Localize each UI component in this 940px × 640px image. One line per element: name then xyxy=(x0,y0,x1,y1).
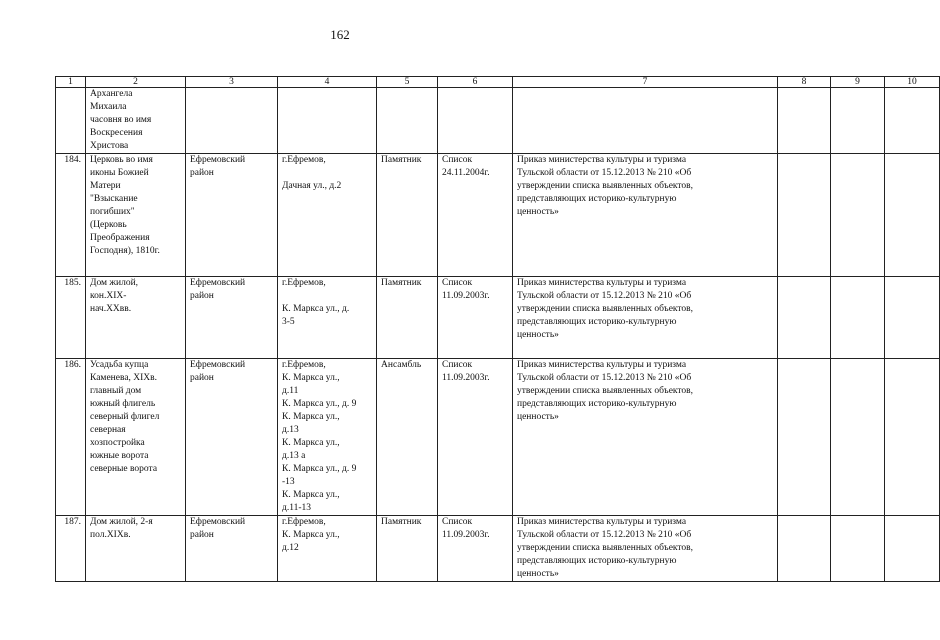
cell-line: кон.XIX- xyxy=(90,291,127,301)
object-name-cell xyxy=(86,154,186,277)
cell-line: Каменева, XIXв. xyxy=(90,373,158,383)
cell-line: представляющих историко-культурную xyxy=(517,194,677,204)
cell-line: Дачная ул., д.2 xyxy=(282,181,342,191)
cell-text: 184. xyxy=(64,155,81,165)
cell-line: утверждении списка выявленных объектов, xyxy=(517,181,694,191)
address-cell xyxy=(278,516,377,582)
cell-line: Церковь во имя xyxy=(90,155,153,165)
cell-line: Воскресения xyxy=(90,128,143,138)
object-name-cell xyxy=(86,88,186,154)
cell-line: Приказ министерства культуры и туризма xyxy=(517,517,687,527)
cell-text: 186. xyxy=(64,360,81,370)
cell-line: -13 xyxy=(282,477,295,487)
row-number-cell xyxy=(56,154,86,277)
column-9-cell xyxy=(831,88,885,154)
cell-line: Дом жилой, xyxy=(90,278,139,288)
column-header: 10 xyxy=(885,77,940,88)
cell-line: К. Маркса ул., д. 9 xyxy=(282,399,357,409)
district-cell xyxy=(186,88,278,154)
cell-line: хозпостройка xyxy=(90,438,145,448)
district-cell xyxy=(186,277,278,359)
cell-line: 11.09.2003г. xyxy=(442,373,490,383)
cell-line xyxy=(282,290,372,303)
cell-line: Дом жилой, 2-я xyxy=(90,517,153,527)
cell-line: район xyxy=(190,373,214,383)
cell-line: Преображения xyxy=(90,233,150,243)
column-10-cell xyxy=(885,516,940,582)
page-number: 162 xyxy=(330,27,350,42)
document-cell xyxy=(513,88,778,154)
cell-line: (Церковь xyxy=(90,220,127,230)
cell-line: часовня во имя xyxy=(90,115,152,125)
cell-line: пол.XIXв. xyxy=(90,530,131,540)
cell-line: К. Маркса ул., д. xyxy=(282,304,350,314)
cell-text: Памятник xyxy=(381,278,422,288)
list-date-cell xyxy=(438,154,513,277)
cell-line: Господня), 1810г. xyxy=(90,246,160,256)
document-cell xyxy=(513,516,778,582)
column-header: 4 xyxy=(278,77,377,88)
column-10-cell xyxy=(885,359,940,516)
cell-line: Приказ министерства культуры и туризма xyxy=(517,155,687,165)
address-cell xyxy=(278,277,377,359)
column-9-cell xyxy=(831,277,885,359)
table-body xyxy=(56,88,940,582)
column-10-cell xyxy=(885,154,940,277)
cell-text: 187. xyxy=(64,517,81,527)
cell-line: Список xyxy=(442,155,473,165)
cell-line: нач.XXвв. xyxy=(90,304,132,314)
cell-line: 11.09.2003г. xyxy=(442,291,490,301)
object-type-cell xyxy=(377,88,438,154)
cell-line: д.11 xyxy=(282,386,299,396)
cell-line: Приказ министерства культуры и туризма xyxy=(517,360,687,370)
cell-text: Ансамбль xyxy=(381,360,422,370)
column-header: 3 xyxy=(186,77,278,88)
cell-line: утверждении списка выявленных объектов, xyxy=(517,543,694,553)
cell-line: д.13 xyxy=(282,425,299,435)
cell-line: представляющих историко-культурную xyxy=(517,399,677,409)
column-8-cell xyxy=(778,277,831,359)
list-date-cell xyxy=(438,277,513,359)
cell-line: северный флигел xyxy=(90,412,160,422)
table-row xyxy=(56,154,940,277)
cell-text: Памятник xyxy=(381,155,422,165)
cell-line: Ефремовский xyxy=(190,278,246,288)
cell-line: ценность» xyxy=(517,207,559,217)
column-10-cell xyxy=(885,88,940,154)
column-header: 6 xyxy=(438,77,513,88)
cell-text: Памятник xyxy=(381,517,422,527)
cell-line: д.11-13 xyxy=(282,503,312,513)
document-cell xyxy=(513,277,778,359)
cell-line: Ефремовский xyxy=(190,360,246,370)
cell-line: г.Ефремов, xyxy=(282,517,326,527)
cell-line: главный дом xyxy=(90,386,142,396)
row-number-cell xyxy=(56,359,86,516)
cell-line: представляющих историко-культурную xyxy=(517,317,677,327)
object-type-cell xyxy=(377,277,438,359)
cell-line: 24.11.2004г. xyxy=(442,168,490,178)
cell-line: ценность» xyxy=(517,330,559,340)
column-number-row xyxy=(56,77,940,88)
cell-line: район xyxy=(190,530,214,540)
table-row xyxy=(56,88,940,154)
row-number-cell xyxy=(56,516,86,582)
cell-line: Список xyxy=(442,278,473,288)
object-type-cell xyxy=(377,516,438,582)
district-cell xyxy=(186,154,278,277)
cell-line: К. Маркса ул., д. 9 xyxy=(282,464,357,474)
cell-line: ценность» xyxy=(517,412,559,422)
object-name-cell xyxy=(86,516,186,582)
cell-text: 185. xyxy=(64,278,81,288)
column-9-cell xyxy=(831,154,885,277)
object-type-cell xyxy=(377,154,438,277)
column-header: 8 xyxy=(778,77,831,88)
cell-line: южные ворота xyxy=(90,451,149,461)
cell-line: Тульской области от 15.12.2013 № 210 «Об xyxy=(517,530,692,540)
cell-line: г.Ефремов, xyxy=(282,360,326,370)
address-cell xyxy=(278,359,377,516)
cell-line xyxy=(282,167,372,180)
table-row xyxy=(56,359,940,516)
cell-line: Приказ министерства культуры и туризма xyxy=(517,278,687,288)
column-header: 9 xyxy=(831,77,885,88)
column-8-cell xyxy=(778,359,831,516)
list-date-cell xyxy=(438,359,513,516)
heritage-registry-table xyxy=(55,76,940,582)
cell-line: представляющих историко-культурную xyxy=(517,556,677,566)
cell-line: г.Ефремов, xyxy=(282,278,326,288)
row-number-cell xyxy=(56,277,86,359)
cell-line: г.Ефремов, xyxy=(282,155,326,165)
cell-line: К. Маркса ул., xyxy=(282,438,340,448)
object-name-cell xyxy=(86,277,186,359)
cell-line: К. Маркса ул., xyxy=(282,490,340,500)
cell-line: Список xyxy=(442,517,473,527)
cell-line: Христова xyxy=(90,141,129,151)
district-cell xyxy=(186,359,278,516)
cell-line: погибших" xyxy=(90,207,135,217)
cell-line: Архангела xyxy=(90,89,133,99)
cell-line: К. Маркса ул., xyxy=(282,412,340,422)
column-8-cell xyxy=(778,154,831,277)
cell-line: д.12 xyxy=(282,543,299,553)
cell-line: Матери xyxy=(90,181,121,191)
table-row xyxy=(56,516,940,582)
cell-line: ценность» xyxy=(517,569,559,579)
object-name-cell xyxy=(86,359,186,516)
column-10-cell xyxy=(885,277,940,359)
cell-line: К. Маркса ул., xyxy=(282,530,340,540)
list-date-cell xyxy=(438,516,513,582)
cell-line: Ефремовский xyxy=(190,517,246,527)
cell-line: район xyxy=(190,291,214,301)
cell-line: северные ворота xyxy=(90,464,158,474)
cell-line: К. Маркса ул., xyxy=(282,373,340,383)
address-cell xyxy=(278,154,377,277)
list-date-cell xyxy=(438,88,513,154)
cell-line: северная xyxy=(90,425,126,435)
cell-line: Список xyxy=(442,360,473,370)
document-cell xyxy=(513,154,778,277)
cell-line: 3-5 xyxy=(282,317,295,327)
cell-line: Ефремовский xyxy=(190,155,246,165)
cell-line: Усадьба купца xyxy=(90,360,149,370)
table-row xyxy=(56,277,940,359)
column-9-cell xyxy=(831,516,885,582)
cell-line: утверждении списка выявленных объектов, xyxy=(517,304,694,314)
column-header: 5 xyxy=(377,77,438,88)
column-header: 2 xyxy=(86,77,186,88)
column-header: 1 xyxy=(56,77,86,88)
cell-line: "Взыскание xyxy=(90,194,138,204)
object-type-cell xyxy=(377,359,438,516)
district-cell xyxy=(186,516,278,582)
cell-line: южный флигель xyxy=(90,399,156,409)
cell-line: д.13 а xyxy=(282,451,306,461)
column-header: 7 xyxy=(513,77,778,88)
cell-line: утверждении списка выявленных объектов, xyxy=(517,386,694,396)
cell-line: 11.09.2003г. xyxy=(442,530,490,540)
cell-line: Тульской области от 15.12.2013 № 210 «Об xyxy=(517,291,692,301)
cell-line: Тульской области от 15.12.2013 № 210 «Об xyxy=(517,168,692,178)
row-number-cell xyxy=(56,88,86,154)
cell-line: Михаила xyxy=(90,102,127,112)
document-cell xyxy=(513,359,778,516)
address-cell xyxy=(278,88,377,154)
cell-line: Тульской области от 15.12.2013 № 210 «Об xyxy=(517,373,692,383)
cell-line: район xyxy=(190,168,214,178)
cell-line: иконы Божией xyxy=(90,168,149,178)
column-8-cell xyxy=(778,88,831,154)
column-8-cell xyxy=(778,516,831,582)
column-9-cell xyxy=(831,359,885,516)
